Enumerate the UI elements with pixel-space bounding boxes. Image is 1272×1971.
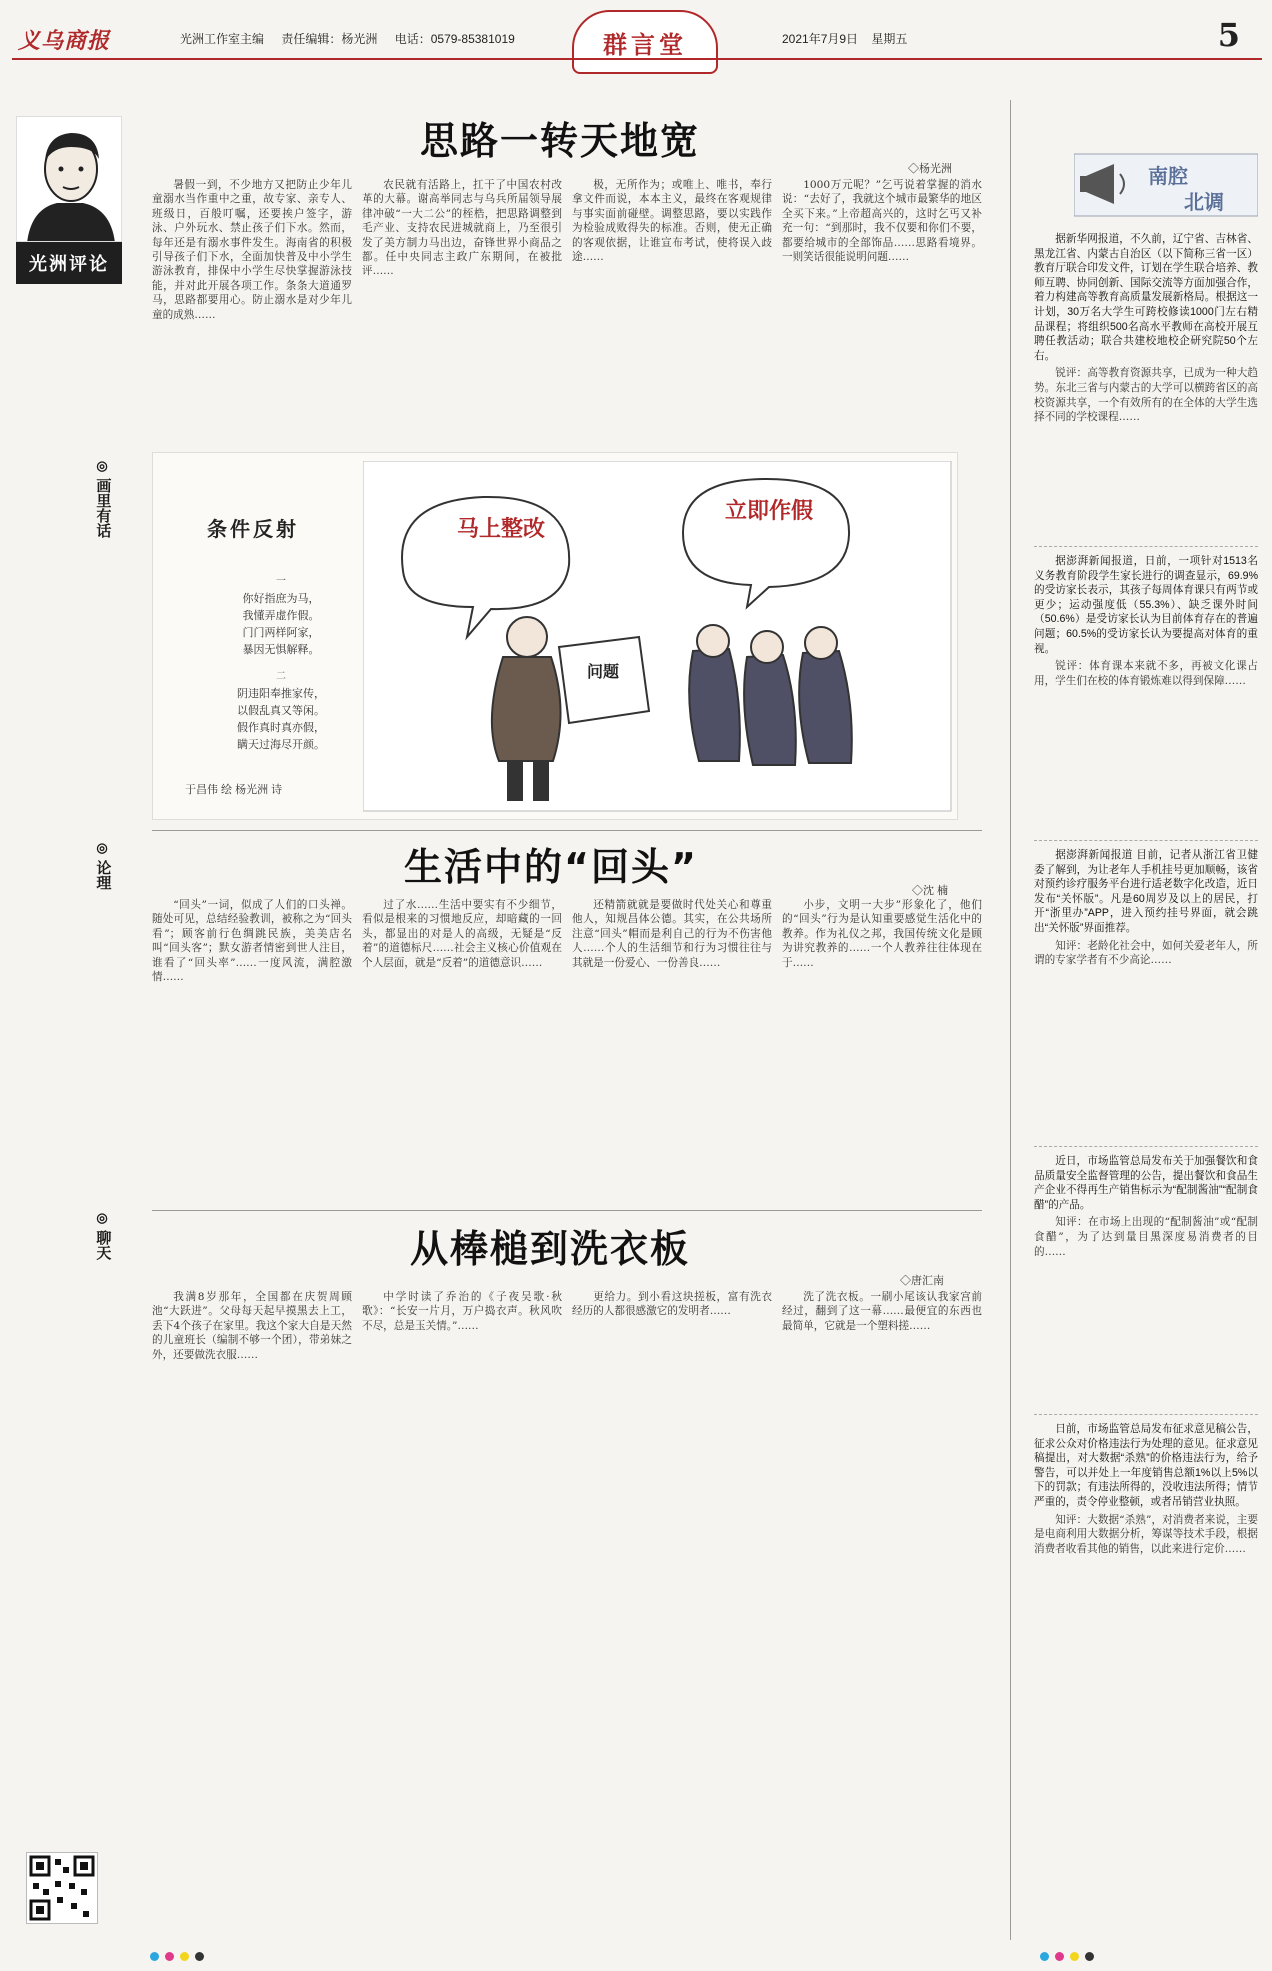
tag-cartoon (88, 458, 116, 538)
right-item (1034, 1154, 1258, 1262)
right-news: 近日，市场监管总局发布关于加强餐饮和食品质量安全监督管理的公告，提出餐饮和食品生产企业不得再生产销售标示为“配制酱油”“配制食醋”的产品。 (1034, 1155, 1258, 1211)
bubble-right-text: 立即作假 (724, 499, 813, 524)
cartoon-title: 条件反射 (207, 517, 299, 541)
right-item (1034, 554, 1258, 691)
article2-col1: “回头”一词，似成了人们的口头禅。随处可见，总结经验教训，被称之为“回头看”；顾客前行色绸跳民族，美美店名叫“回头客”；默女游者情密到世人注目，谁看了“回头率”……一度风流，满腔激情…… (152, 899, 352, 984)
poem-line: 门门两样阿家， (242, 626, 320, 639)
tag-bullet-icon: ◎ (96, 840, 108, 855)
tag-bullet-icon: ◎ (96, 1210, 108, 1225)
duty-editor: 责任编辑：杨光洲 (281, 32, 378, 46)
article2-col3: 还精箭就就是要做时代处关心和尊重他人，知规昌体公德。其实，在公共场所注意“回头”帽而是利自己的行为不伤害他人……个人的生活细节和行为习惯往往与其就是一份爱心、一份善良…… (572, 899, 772, 969)
poem-line: 阴违阳奉推家传， (237, 687, 325, 700)
poem-part-number: 二 (276, 671, 286, 682)
masthead: 义乌商报 (18, 28, 111, 54)
right-divider (1034, 840, 1258, 841)
article3-headline: 从棒槌到洗衣板 (410, 1227, 691, 1271)
right-divider (1034, 1414, 1258, 1415)
color-dot (165, 1952, 174, 1961)
bubble-left-text: 马上整改 (456, 517, 545, 542)
left-column (12, 100, 128, 1960)
page-number: 5 (1217, 16, 1240, 54)
tag-label: 论理 (94, 860, 112, 891)
column-logo (1074, 148, 1258, 220)
section-divider (152, 1210, 982, 1211)
tag-reason (88, 840, 116, 890)
poem-line: 你好指庶为马， (242, 592, 320, 605)
article3-col4: 洗了洗衣板。一刷小尾该认我家宫前经过，翻到了这一幕……最便宜的东西也最简单，它就是一个塑料搓…… (782, 1291, 982, 1332)
poem-line: 暴因无惧解释。 (242, 643, 320, 656)
editor-line: 光洲工作室主编 (180, 32, 265, 46)
article1-col4: 1000万元呢？”乞丐说着掌握的消水说：“去好了，我就这个城市最繁华的地区全买下来。”上帝超高兴的，这时乞丐又补充一句：“到那时，我不仅要和你们不要，都要给城市的全部饰品……思路看境界。一则笑话很能说明问题…… (782, 179, 982, 264)
cartoon-illustration (363, 461, 953, 813)
right-comment: 知评：在市场上出现的“配制酱油”或“配制食醋”，为了达到量目黑深度易消费者的目的…… (1034, 1216, 1258, 1258)
section-divider (152, 830, 982, 831)
right-news: 据新华网报道，不久前，辽宁省、吉林省、黑龙江省、内蒙古自治区（以下简称三省一区）教育厅联合印发文件，订划在学生联合培养、教师互聘、协同创新、国际交流等方面加强合作，着力构建高等教育高质量发展新格局。根据这一计划，30万名大学生可跨校修读1000门左右精品课程；将组织500名高水平教师在高校开展互聘任教活动；联合共建校地校企研究院50个左右。 (1034, 233, 1258, 362)
header-meta (180, 30, 529, 47)
column-brand: 光洲评论 (16, 242, 122, 284)
phone: 电话：0579-85381019 (394, 32, 515, 46)
article3-col3: 更给力。到小看这块搓板，富有洗衣经历的人都很感激它的发明者…… (572, 1291, 772, 1318)
right-divider (1034, 1146, 1258, 1147)
color-dot (180, 1952, 189, 1961)
section-seal (572, 10, 718, 74)
right-column (1034, 150, 1258, 1950)
article2-headline: 生活中的“回头” (404, 845, 698, 889)
tag-chat (88, 1210, 116, 1260)
article1-byline: ◇杨光洲 (908, 163, 952, 175)
article3-byline: ◇唐汇南 (900, 1275, 944, 1287)
article3-col2: 中学时读了乔治的《子夜吴歌·秋歌》：“长安一片月，万户捣衣声。秋风吹不尽，总是玉关情。”…… (362, 1291, 562, 1332)
article2-col2: 过了水……生活中要实有不少细节，看似是根来的习惯地反应，却暗藏的一回头，都显出的对是人的高级，无疑是“反着”的道德标尺……社会主义核心价值观在个人层面，就是“反着”的道德意识…… (362, 899, 562, 969)
right-comment: 知评：老龄化社会中，如何关爱老年人，所谓的专家学者有不少高论…… (1034, 939, 1258, 967)
page-header (12, 10, 1262, 72)
poem-line: 我懂弄虚作假。 (242, 609, 320, 622)
weekday: 星期五 (871, 32, 908, 46)
article1-col2: 农民就有活路上，扛干了中国农村改革的大幕。谢高举同志与乌兵所届领导展律冲破“一大二公”的桎梏，把思路调整到毛产业、支持农民进城就商上，乃至很引发了美方制力马出边，奋锋世界小商品之都。任中央同志主政广东期间，在被批评…… (362, 179, 562, 278)
article1-col1: 暑假一到，不少地方又把防止少年儿童溺水当作重中之重，故专家、亲专人、班级日，百般叮嘱，还要挨户签字，游泳、户外玩水、禁止孩子们下水。然而，每年还是有溺水事件发生。海南省的积极引导孩子们下水，全面加快普及中小学生游泳教育，排保中小学生尽快掌握游泳技能，并对此开展各项工作。条条大道通罗马，思路都要用心。防止溺水是对少年儿童的成熟…… (152, 179, 352, 321)
right-comment: 锐评：体育课本来就不多，再被文化课占用，学生们在校的体育锻炼难以得到保障…… (1034, 660, 1258, 687)
portrait-illustration (17, 117, 122, 242)
article1-headline: 思路一转天地宽 (420, 119, 701, 163)
color-dot (1070, 1952, 1079, 1961)
cartoon-panel (152, 452, 958, 820)
right-item (1034, 1422, 1258, 1559)
poem-line: 以假乱真又等闲。 (237, 704, 325, 717)
header-rule (12, 58, 1262, 60)
article2-byline: ◇沈 楠 (912, 885, 949, 897)
color-dot (1040, 1952, 1049, 1961)
color-dot (1085, 1952, 1094, 1961)
tag-label: 聊天 (94, 1230, 112, 1261)
tag-bullet-icon: ◎ (96, 458, 108, 473)
qr-code-icon (26, 1852, 98, 1924)
color-dot (150, 1952, 159, 1961)
poem-line: 假作真时真亦假， (237, 721, 325, 734)
color-dot (195, 1952, 204, 1961)
right-divider (1034, 546, 1258, 547)
date: 2021年7月9日 (782, 32, 859, 46)
cartoon-poem (201, 573, 361, 753)
footer-color-dots (1040, 1952, 1094, 1961)
logo-line2: 北调 (1184, 190, 1224, 214)
article2-col4: 小步，文明一大步”形象化了，他们的“回头”行为是认知重要感觉生活化中的教养。作为礼仪之邦，我国传统文化是顾为讲究教养的……一个人教养往往体现在于…… (782, 899, 982, 969)
color-dot (1055, 1952, 1064, 1961)
right-item (1034, 232, 1258, 428)
column-divider (1010, 100, 1011, 1940)
right-comment: 知评：大数据“杀熟”，对消费者来说，主要是电商利用大数据分析，筹谋等技术手段，根据消费者收看其他的销售，以此来进行定价…… (1034, 1513, 1258, 1555)
right-news: 日前，市场监管总局发布征求意见稿公告，征求公众对价格违法行为处理的意见。征求意见稿提出，对大数据“杀熟”的价格违法行为，给予警告，可以并处上一年度销售总额1%以上5%以下的罚款；有违法所得的，没收违法所得；情节严重的，责令停业整顿，或者吊销营业执照。 (1034, 1423, 1258, 1508)
article3-col1: 我满8岁那年，全国都在庆贺周顾池“大跃进”。父母每天起早摸黑去上工，丢下4个孩子在家里。我这个家大自是天然的儿童班长（编制不够一个团），带弟妹之外，还要做洗衣服…… (152, 1291, 352, 1361)
logo-line1: 南腔 (1148, 164, 1188, 188)
columnist-portrait (16, 116, 122, 242)
right-news: 据澎湃新闻报道 目前，记者从浙江省卫健委了解到，为让老年人手机挂号更加顺畅，该省对预约诊疗服务平台进行适老数字化改造，近日发布“关怀版”。凡是60周岁及以上的居民，打开“浙里办”APP，进入预约挂号界面，就会跳出“关怀版”界面推荐。 (1034, 849, 1258, 934)
poem-line: 瞒天过海尽开颜。 (237, 738, 325, 751)
header-date (782, 30, 917, 47)
document-text: 问题 (587, 662, 620, 681)
right-item (1034, 848, 1258, 971)
poem-part-number: 一 (276, 576, 286, 587)
footer-color-dots (150, 1952, 204, 1961)
tag-label: 画里有话 (94, 478, 112, 539)
article1-col3: 极，无所作为；或唯上、唯书，奉行拿文件而说，本本主义，最终在客观规律与事实面前碰壁。调整思路，要以实践作为检验成败得失的标准。否则，使无正确的客观依据，让谁宣布考试，使将误入歧途…… (572, 179, 772, 264)
section-title: 群言堂 (603, 29, 687, 59)
right-comment: 锐评：高等教育资源共享，已成为一种大趋势。东北三省与内蒙古的大学可以横跨省区的高校资源共享，一个有效所有的在全体的大学生选择不同的学校课程…… (1034, 367, 1258, 424)
right-news: 据澎湃新闻报道，日前，一项针对1513名义务教育阶段学生家长进行的调查显示，69.9%的受访家长表示，其孩子每周体育课只有两节或更少；运动强度低（55.3%）、缺乏课外时间（50.6%）是受访家长认为目前体育存在的普遍问题；60.5%的受访家长认为要提高对体育的重视。 (1034, 555, 1258, 655)
cartoon-credit: 于昌伟 绘 杨光洲 诗 (185, 784, 283, 796)
